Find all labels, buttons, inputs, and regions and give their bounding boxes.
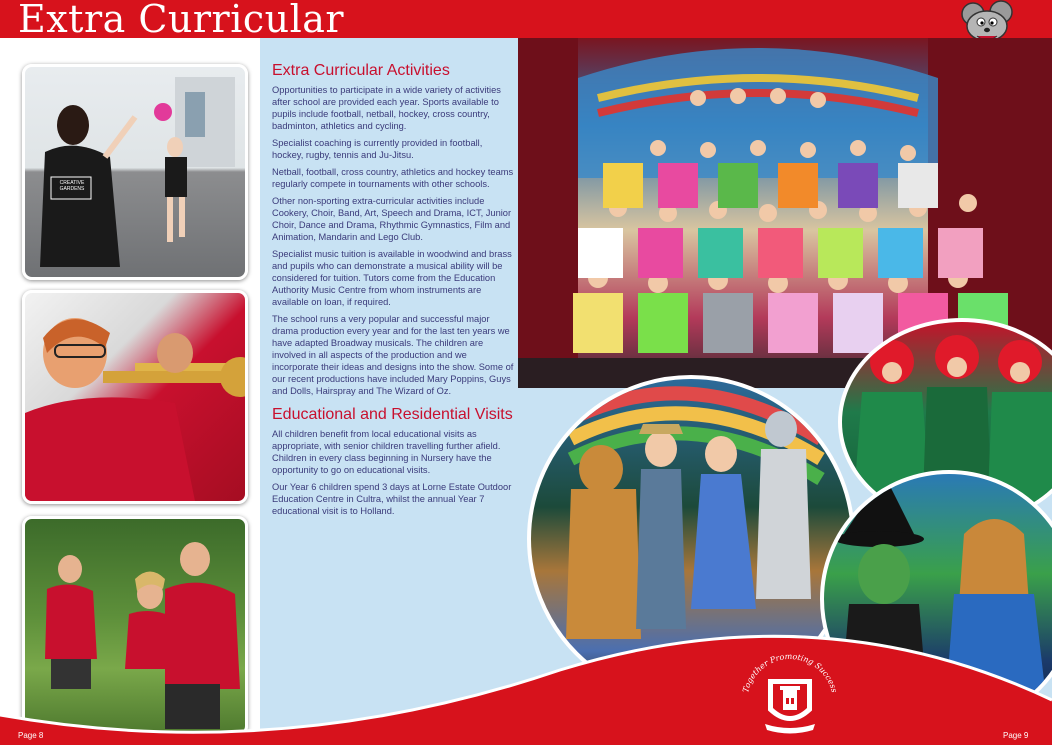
text-column (272, 62, 514, 522)
activities-paragraph: The school runs a very popular and successful major drama production every year and for the last ten years we have adapted Broadway musicals. The children are involved in all aspects of the production and we incorporate their ideas and designs into the show. Some of our recent productions have included Mary Poppins, Guys and Dolls, Hairspray and The Wizard of Oz. (272, 314, 514, 396)
activities-heading: Extra Curricular Activities (272, 62, 450, 79)
visits-heading: Educational and Residential Visits (272, 406, 513, 423)
bottom-wave-band (0, 560, 1052, 745)
school-crest-icon (735, 640, 845, 740)
crest-motto: Together Promoting Success (741, 651, 839, 694)
activities-paragraph: Netball, football, cross country, athletics and hockey teams regularly compete in tournaments with other schools. (272, 167, 514, 189)
visits-paragraph: Our Year 6 children spend 3 days at Lorne Estate Outdoor Education Centre in Cultra, whilst the annual Year 7 educational visit is to Holland. (272, 482, 512, 516)
visits-paragraph: All children benefit from local educational visits as appropriate, with senior children travelling further afield. Children in every class beginning in Nursery have the opportunity to go on educational visits. (272, 429, 501, 475)
activities-paragraph: Other non-sporting extra-curricular activities include Cookery, Choir, Band, Art, Speech and Drama, ICT, Junior Choir, Dance and Drama, Rhythmic Gymnastics, Film and Animation, Mandarin and Lego Club. (272, 196, 512, 242)
activities-paragraph: Specialist coaching is currently provided in football, hockey, rugby, tennis and Ju-Jitsu. (272, 138, 483, 160)
page-number-left: Page 8 (18, 731, 44, 740)
header-bar (0, 0, 1052, 41)
jacket-logo-text: CREATIVE GARDENS (59, 180, 85, 192)
netball-photo (22, 64, 248, 280)
page-title: Extra Curricular (18, 0, 345, 41)
activities-paragraph: Specialist music tuition is available in woodwind and brass and pupils who can demonstrate a musical ability will be considered for tuition. Tutors come from the Education Authority Music Centre from whom instruments are available on loan, if required. (272, 249, 512, 307)
page-number-right: Page 9 (1003, 731, 1029, 740)
trumpet-photo (22, 290, 248, 504)
activities-paragraph: Opportunities to participate in a wide variety of activities after school are provided each year. Sports available to pupils include football, netball, hockey, cross country, badminton, athletics and cycling. (272, 85, 501, 131)
